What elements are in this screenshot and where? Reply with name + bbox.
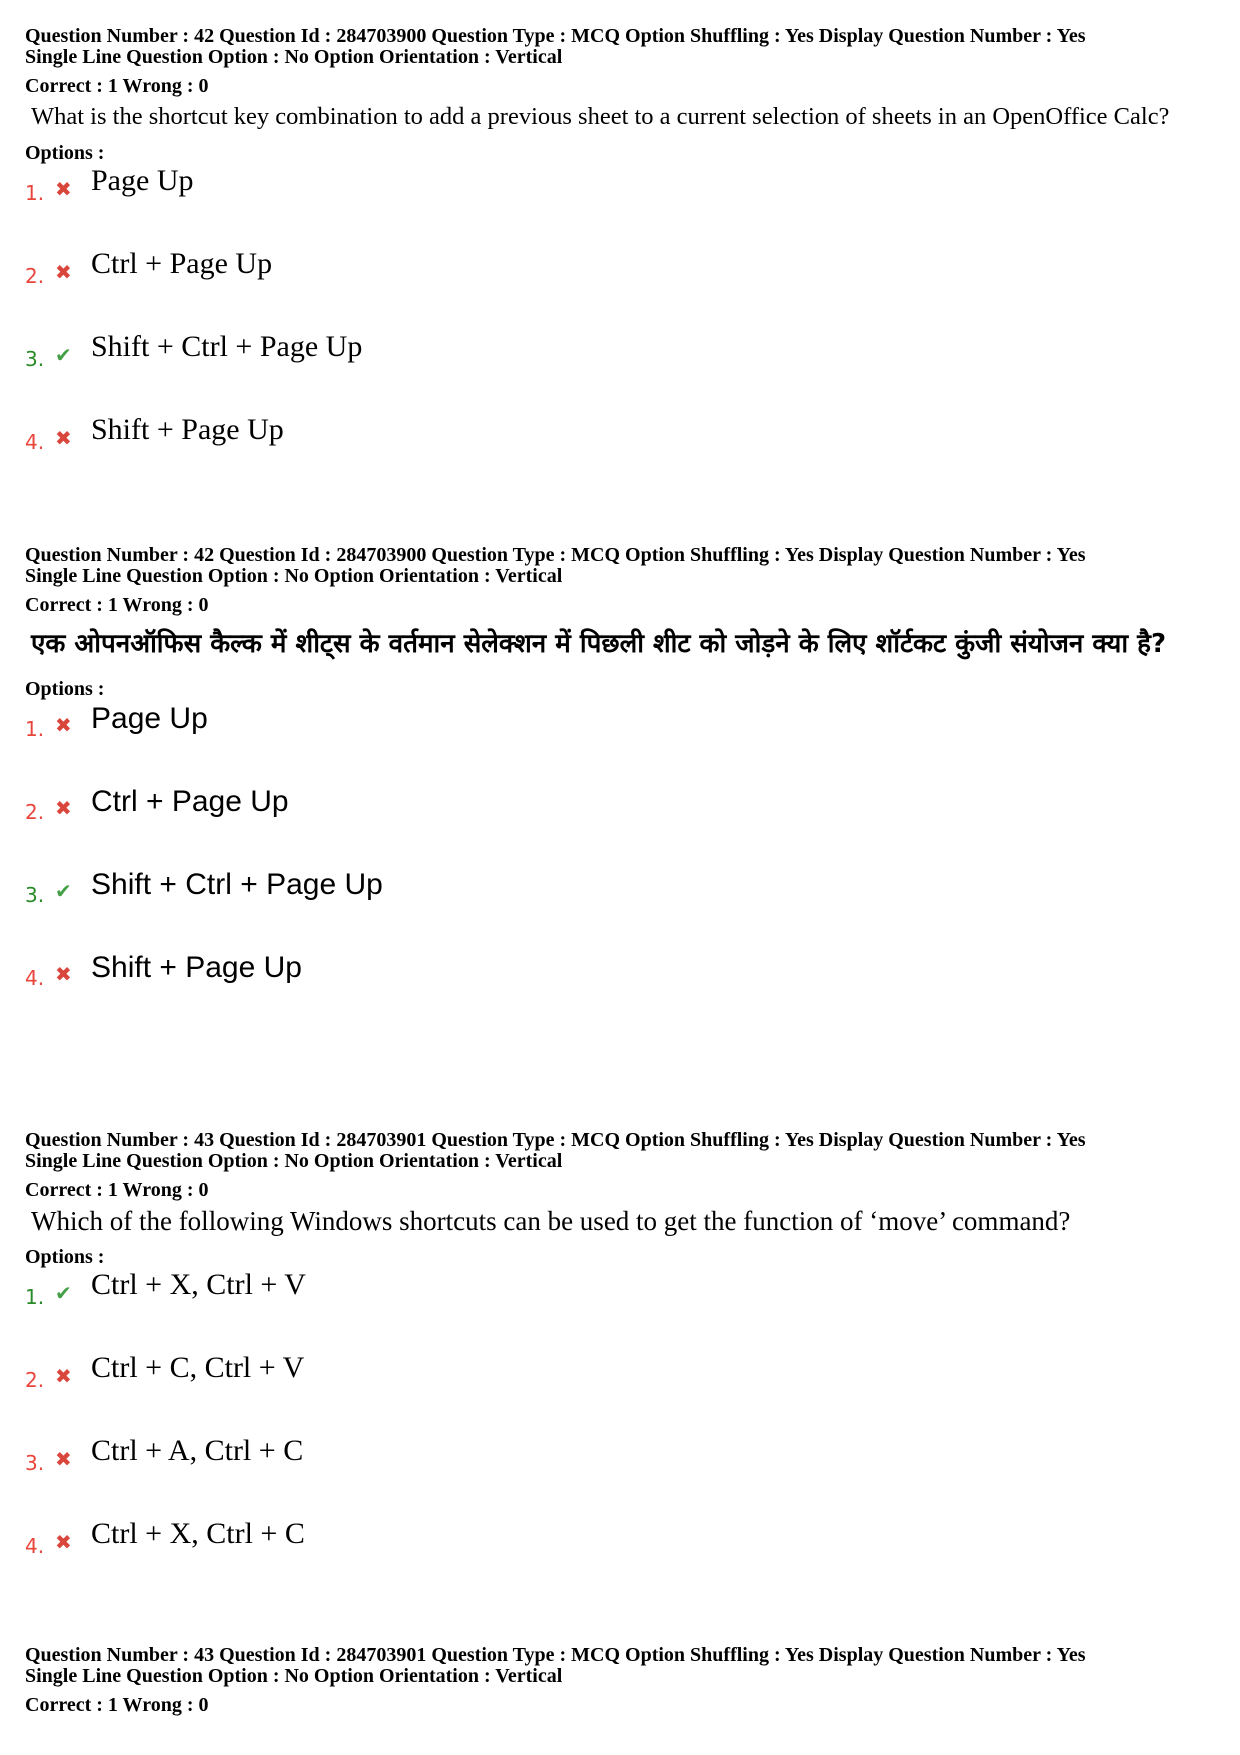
question-block [25,545,1220,1032]
option-text: Page Up [91,702,208,735]
option-number: 3. [25,1451,45,1475]
option-number: 4. [25,966,45,990]
question-meta [25,1130,1220,1172]
question-block [25,1130,1220,1600]
cross-icon: ✖ [55,426,72,450]
cross-icon: ✖ [55,1530,72,1554]
option-item [25,1268,1220,1351]
meta-line: Single Line Question Option : No Option Orientation : Vertical [25,1665,563,1687]
cross-icon: ✖ [55,260,72,284]
question-text: Which of the following Windows shortcuts can be used to get the function of ‘move’ command? [31,1206,1071,1236]
check-icon: ✔ [55,343,72,367]
question-text: एक ओपनऑफिस कैल्क में शीट्स के वर्तमान सेलेक्शन में पिछली शीट को जोड़ने के लिए शॉर्टकट कुंजी संयोजन क्या है? [31,629,1167,659]
question-block [25,26,1220,496]
option-item [25,247,1220,330]
cross-icon: ✖ [55,713,72,737]
question-block [25,1645,1220,1716]
marks-info: Correct : 1 Wrong : 0 [25,594,209,616]
option-item [25,1517,1220,1600]
options-label: Options : [25,1246,105,1268]
option-text: Ctrl + X, Ctrl + V [91,1268,306,1301]
meta-line: Question Number : 43 Question Id : 284703901 Question Type : MCQ Option Shuffling : Yes Display Question Number : Yes [25,1644,1086,1666]
option-text: Ctrl + A, Ctrl + C [91,1434,304,1467]
question-meta [25,26,1220,68]
option-text: Ctrl + X, Ctrl + C [91,1517,305,1550]
option-item [25,700,1220,783]
option-item [25,783,1220,866]
marks-info: Correct : 1 Wrong : 0 [25,1179,209,1201]
options-label: Options : [25,142,105,164]
cross-icon: ✖ [55,1447,72,1471]
question-meta [25,545,1220,587]
option-item [25,413,1220,496]
marks-info: Correct : 1 Wrong : 0 [25,75,209,97]
option-text: Shift + Ctrl + Page Up [91,330,363,363]
option-text: Shift + Page Up [91,951,302,984]
cross-icon: ✖ [55,962,72,986]
option-number: 2. [25,264,45,288]
meta-line: Question Number : 43 Question Id : 284703901 Question Type : MCQ Option Shuffling : Yes Display Question Number : Yes [25,1129,1086,1151]
meta-line: Question Number : 42 Question Id : 284703900 Question Type : MCQ Option Shuffling : Yes Display Question Number : Yes [25,25,1086,47]
option-text: Ctrl + C, Ctrl + V [91,1351,305,1384]
option-number: 1. [25,717,45,741]
option-number: 4. [25,1534,45,1558]
option-number: 4. [25,430,45,454]
option-number: 1. [25,1285,45,1309]
option-number: 2. [25,800,45,824]
option-number: 2. [25,1368,45,1392]
question-meta [25,1645,1220,1687]
meta-line: Single Line Question Option : No Option Orientation : Vertical [25,565,563,587]
option-number: 3. [25,347,45,371]
option-item [25,1351,1220,1434]
option-text: Ctrl + Page Up [91,785,289,818]
option-text: Shift + Ctrl + Page Up [91,868,383,901]
option-text: Ctrl + Page Up [91,247,273,280]
check-icon: ✔ [55,1281,72,1305]
question-text: What is the shortcut key combination to add a previous sheet to a current selection of sheets in an OpenOffice Calc? [31,103,1170,130]
check-icon: ✔ [55,879,72,903]
marks-info: Correct : 1 Wrong : 0 [25,1694,209,1716]
option-item [25,949,1220,1032]
meta-line: Single Line Question Option : No Option Orientation : Vertical [25,46,563,68]
option-item [25,330,1220,413]
cross-icon: ✖ [55,177,72,201]
option-number: 1. [25,181,45,205]
option-item [25,1434,1220,1517]
option-text: Shift + Page Up [91,413,284,446]
option-text: Page Up [91,164,194,197]
option-number: 3. [25,883,45,907]
meta-line: Question Number : 42 Question Id : 284703900 Question Type : MCQ Option Shuffling : Yes Display Question Number : Yes [25,544,1086,566]
meta-line: Single Line Question Option : No Option Orientation : Vertical [25,1150,563,1172]
options-label: Options : [25,678,105,700]
option-item [25,164,1220,247]
option-item [25,866,1220,949]
cross-icon: ✖ [55,796,72,820]
cross-icon: ✖ [55,1364,72,1388]
